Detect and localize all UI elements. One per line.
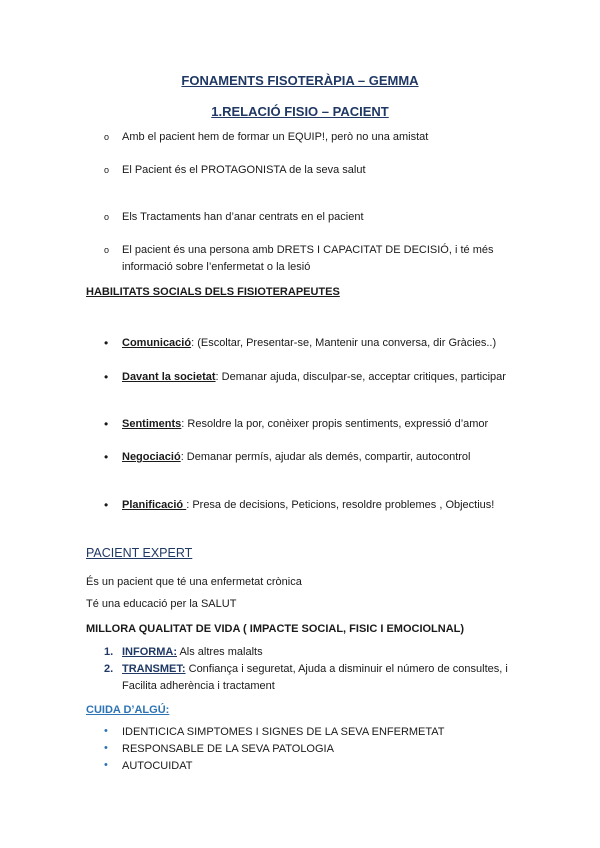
circle-bullet-icon: o	[104, 132, 110, 142]
bullet-icon: •	[104, 725, 108, 737]
circle-bullet-icon: o	[104, 165, 110, 175]
list-item-continuation: Facilita adherència i tractament	[122, 680, 275, 692]
bullet-icon: •	[104, 498, 109, 512]
item-text: : Resoldre la por, conèixer propis sentiments, expressió d’amor	[181, 418, 489, 430]
item-text: : Demanar ajuda, disculpar-se, acceptar critiques, participar	[215, 371, 506, 383]
paragraph: És un pacient que té una enfermetat crònica	[86, 576, 302, 588]
section-heading-pacient-expert: PACIENT EXPERT	[86, 546, 193, 560]
item-text: : Demanar permís, ajudar als demés, compartir, autocontrol	[180, 451, 471, 463]
circle-bullet-icon: o	[104, 245, 110, 255]
item-text: Confiança i seguretat, Ajuda a disminuir el número de consultes, i	[185, 663, 508, 675]
bullet-icon: •	[104, 417, 109, 431]
list-item	[122, 662, 508, 676]
section-heading-habilitats: HABILITATS SOCIALS DELS FISIOTERAPEUTES	[86, 286, 340, 298]
list-number: 2.	[104, 663, 114, 675]
item-text: : (Escoltar, Presentar-se, Mantenir una conversa, dir Gràcies..)	[191, 337, 497, 349]
list-item: Amb el pacient hem de formar un EQUIP!, però no una amistat	[122, 131, 429, 143]
circle-bullet-icon: o	[104, 212, 110, 222]
section-heading-relacio: 1.RELACIÓ FISIO – PACIENT	[211, 104, 389, 119]
item-label: INFORMA:	[122, 646, 177, 658]
list-item	[122, 370, 506, 384]
section-heading-cuida: CUIDA D’ALGÚ:	[86, 704, 170, 716]
item-label: Davant la societat	[122, 371, 216, 383]
list-item: IDENTICICA SIMPTOMES I SIGNES DE LA SEVA ENFERMETAT	[122, 726, 445, 738]
item-label: TRANSMET:	[122, 663, 186, 675]
list-item	[122, 417, 488, 431]
list-item: El Pacient és el PROTAGONISTA de la seva salut	[122, 164, 366, 176]
item-text: Als altres malalts	[177, 646, 263, 658]
bullet-icon: •	[104, 742, 108, 754]
item-label: Sentiments	[122, 418, 182, 430]
bullet-icon: •	[104, 370, 109, 384]
bullet-icon: •	[104, 759, 108, 771]
page-title: FONAMENTS FISOTERÀPIA – GEMMA	[181, 73, 419, 88]
list-item: AUTOCUIDAT	[122, 760, 193, 772]
list-item	[122, 645, 263, 659]
subheading-millora: MILLORA QUALITAT DE VIDA ( IMPACTE SOCIAL, FISIC I EMOCIOLNAL)	[86, 623, 465, 635]
list-item	[122, 336, 496, 350]
list-item: RESPONSABLE DE LA SEVA PATOLOGIA	[122, 743, 334, 755]
item-label: Planificació	[122, 499, 187, 511]
list-item	[122, 450, 470, 464]
list-item: El pacient és una persona amb DRETS I CAPACITAT DE DECISIÓ, i té més	[122, 244, 494, 256]
bullet-icon: •	[104, 336, 109, 350]
item-text: : Presa de decisions, Peticions, resoldre problemes , Objectius!	[186, 499, 495, 511]
list-item	[122, 498, 494, 512]
list-number: 1.	[104, 646, 114, 658]
item-label: Comunicació	[122, 337, 192, 349]
item-label: Negociació	[122, 451, 181, 463]
list-item-continuation: informació sobre l’enfermetat o la lesió	[122, 261, 311, 273]
bullet-icon: •	[104, 450, 109, 464]
list-item: Els Tractaments han d’anar centrats en el pacient	[122, 211, 364, 223]
paragraph: Té una educació per la SALUT	[86, 598, 237, 610]
